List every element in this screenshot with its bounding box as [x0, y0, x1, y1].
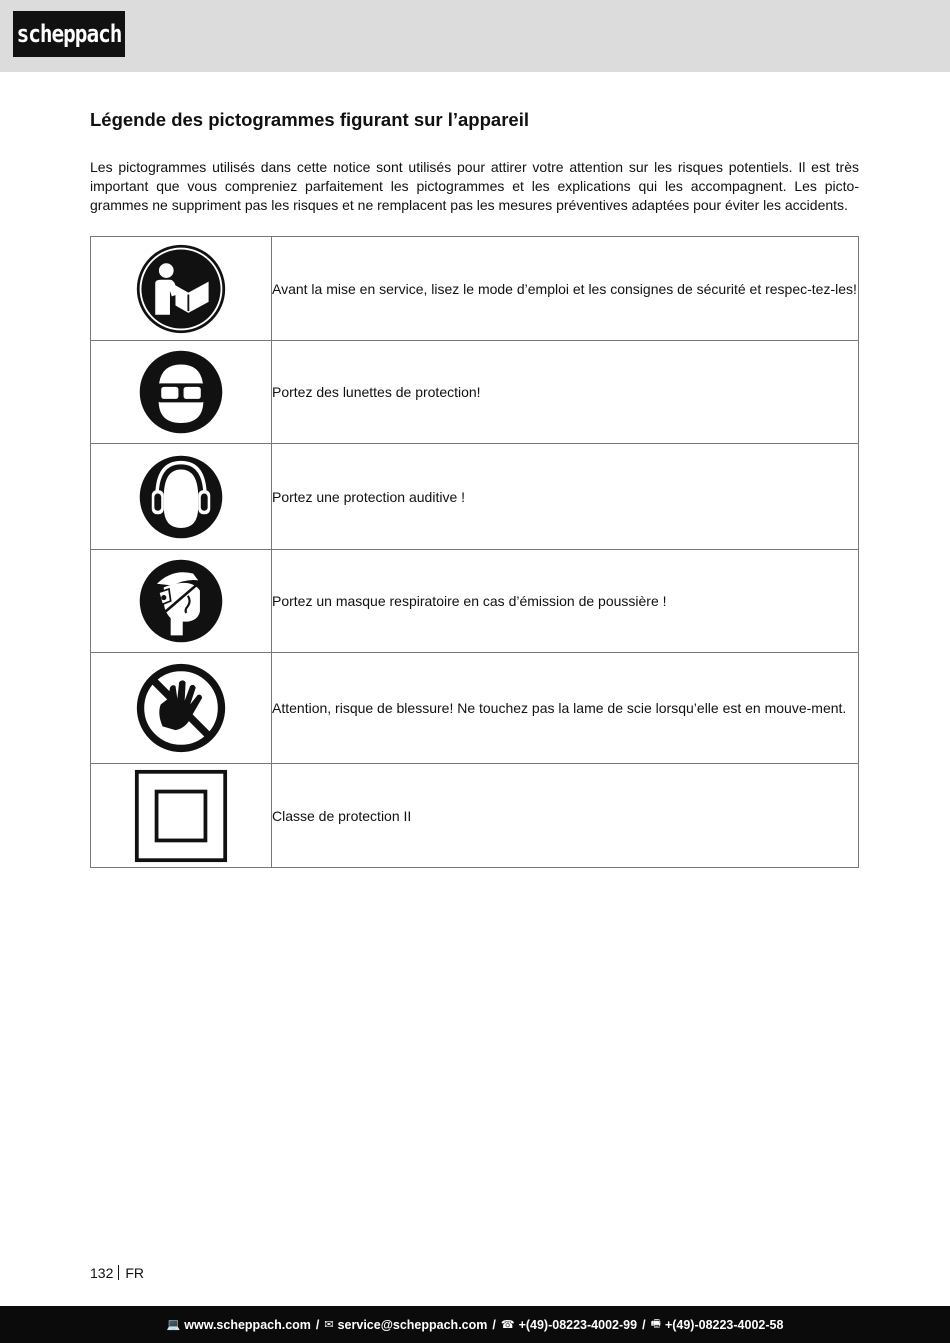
- pictogram-table: [90, 236, 859, 868]
- email-icon: ✉: [324, 1319, 334, 1331]
- icon-cell: [91, 341, 272, 444]
- page-language: FR: [125, 1265, 145, 1281]
- respirator-mask-icon: [138, 558, 224, 644]
- separator: /: [315, 1317, 320, 1332]
- pictogram-description: Portez des lunettes de protection!: [272, 341, 859, 444]
- icon-cell: [91, 444, 272, 550]
- pictogram-description: Classe de protection II: [272, 764, 859, 868]
- table-row: [91, 550, 859, 653]
- eye-protection-icon: [138, 349, 224, 435]
- pictogram-description: Portez une protection auditive !: [272, 444, 859, 550]
- fax-icon: 🖷: [650, 1318, 661, 1330]
- page-number: [90, 1265, 144, 1281]
- read-manual-icon: [135, 243, 227, 335]
- page-number-value: 132: [90, 1265, 114, 1281]
- computer-icon: 💻: [166, 1319, 181, 1331]
- table-row: [91, 444, 859, 550]
- icon-cell: [91, 764, 272, 868]
- divider: [118, 1265, 119, 1280]
- separator: /: [492, 1317, 496, 1332]
- table-row: [91, 341, 859, 444]
- no-touch-hand-icon: [135, 662, 227, 754]
- footer-fax: +(49)-08223-4002-58: [664, 1317, 784, 1332]
- footer-email-link[interactable]: service@scheppach.com: [337, 1317, 488, 1332]
- phone-icon: ☎: [500, 1319, 515, 1331]
- intro-paragraph: Les pictogrammes utilisés dans cette notice sont utilisés pour attirer votre attention sur les risques potentiels. Il est très important que vous compreniez parfaitement les pictogrammes et les explications qui les accompagnent. Les picto-grammes ne suppriment pas les risques et ne remplacent pas les mesures préventives adaptées pour éviter les accidents.: [90, 159, 859, 213]
- table-row: [91, 653, 859, 764]
- icon-cell: [91, 550, 272, 653]
- brand-logo[interactable]: scheppach: [13, 11, 125, 57]
- pictogram-description: Portez un masque respiratoire en cas d’émission de poussière !: [272, 550, 859, 653]
- icon-cell: [91, 237, 272, 341]
- pictogram-description: Attention, risque de blessure! Ne touchez pas la lame de scie lorsqu’elle est en mouve-ment.: [272, 653, 859, 764]
- protection-class-ii-icon: [134, 769, 228, 863]
- icon-cell: [91, 653, 272, 764]
- table-row: [91, 764, 859, 868]
- page-title: Légende des pictogrammes figurant sur l’appareil: [90, 109, 529, 130]
- table-row: [91, 237, 859, 341]
- footer-phone[interactable]: +(49)-08223-4002-99: [518, 1317, 638, 1332]
- pictogram-description: Avant la mise en service, lisez le mode d’emploi et les consignes de sécurité et respec-tez-les!: [272, 237, 859, 341]
- header-bar: [0, 0, 950, 72]
- footer-website-link[interactable]: www.scheppach.com: [184, 1317, 311, 1332]
- separator: /: [642, 1317, 646, 1332]
- ear-protection-icon: [138, 454, 224, 540]
- footer-bar: [0, 1306, 950, 1343]
